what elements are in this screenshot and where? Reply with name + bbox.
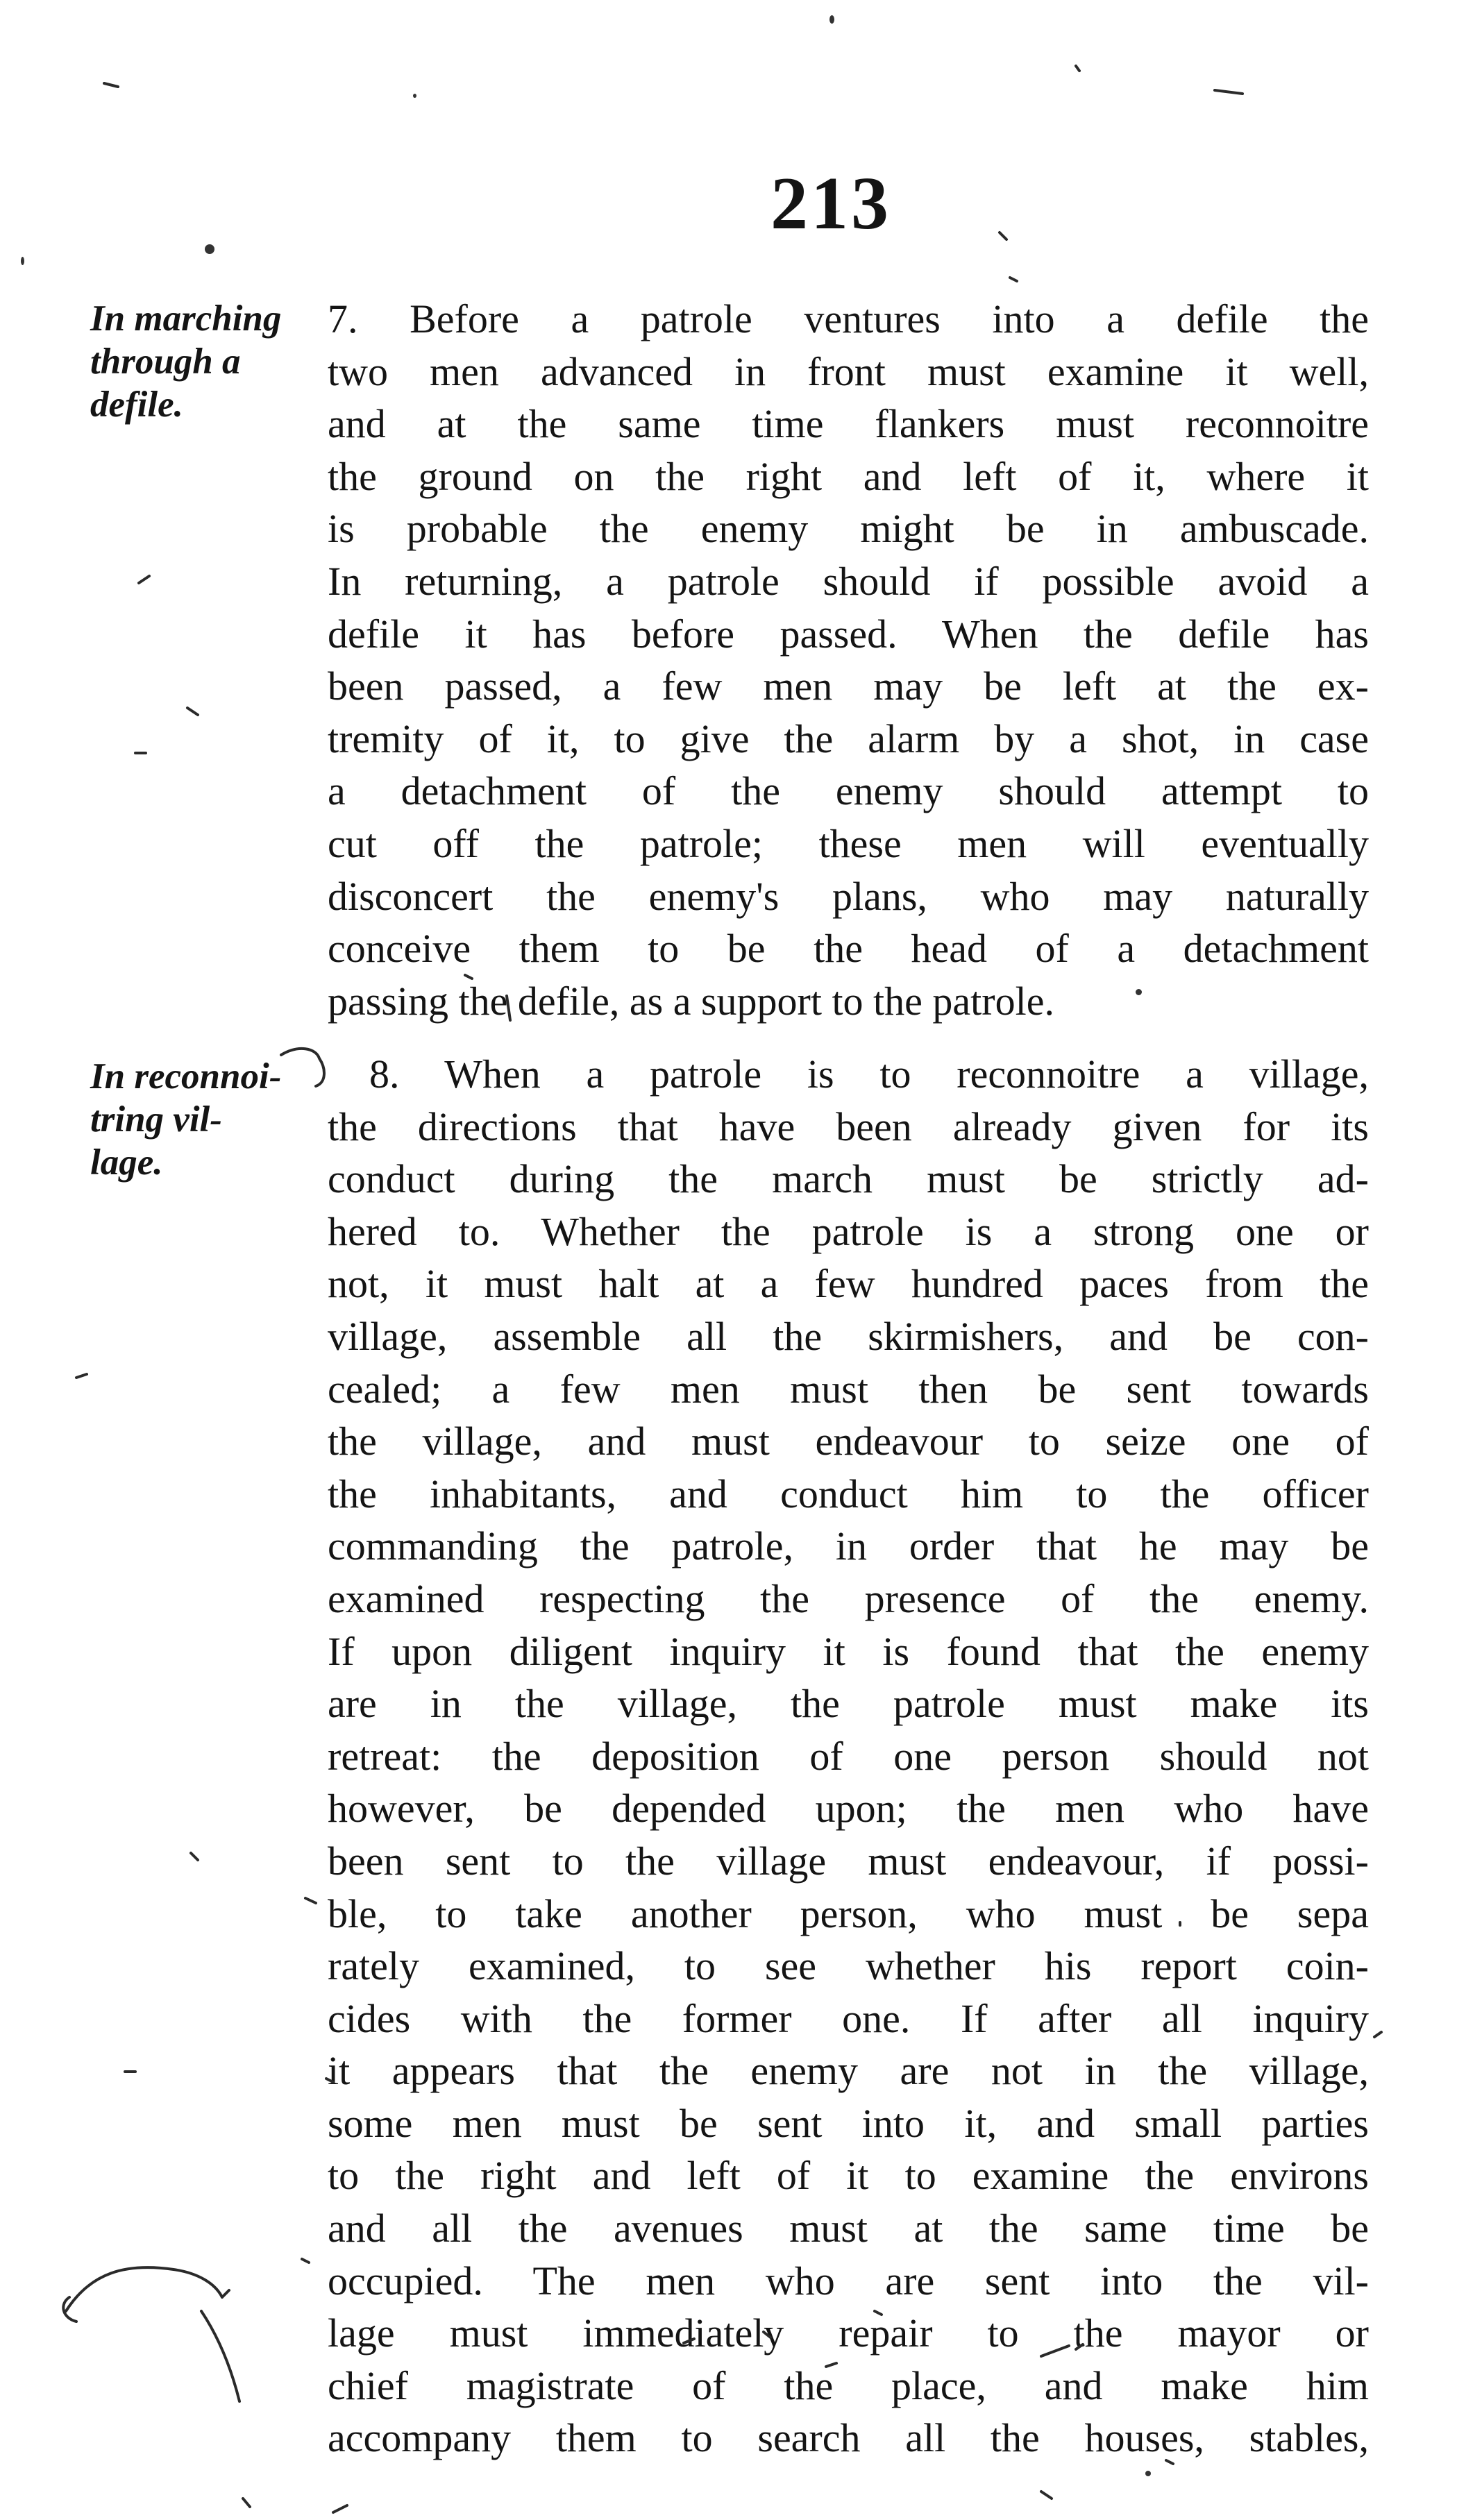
text-line: a detachment of the enemy should attempt to — [328, 768, 1369, 814]
text-line: conduct during the march must be strictly ad- — [328, 1156, 1369, 1202]
text-line: cealed; a few men must then be sent towards — [328, 1366, 1369, 1412]
speck — [1145, 2471, 1151, 2476]
text-line: been passed, a few men may be left at the ex- — [328, 663, 1369, 709]
text-line: disconcert the enemy's plans, who may naturally — [328, 873, 1369, 919]
text-line: is probable the enemy might be in ambuscade. — [328, 506, 1369, 552]
text-line: cides with the former one. If after all inquiry — [328, 1995, 1369, 2041]
sidenote-line: In reconnoi- — [90, 1056, 282, 1097]
text-line: occupied. The men who are sent into the vil- — [328, 2258, 1369, 2303]
text-line: however, be depended upon; the men who have — [328, 1786, 1369, 1832]
text-line: rately examined, to see whether his report coin- — [328, 1943, 1369, 1989]
text-line: the directions that have been already given for its — [328, 1103, 1369, 1149]
text-line: two men advanced in front must examine it well, — [328, 348, 1369, 394]
text-line: defile it has before passed. When the defile has — [328, 611, 1369, 657]
text-line: been sent to the village must endeavour, if possi- — [328, 1838, 1369, 1884]
text-line: to the right and left of it to examine the environs — [328, 2153, 1369, 2199]
sidenote-defile — [90, 297, 319, 426]
text-line: cut off the patrole; these men will eventually — [328, 820, 1369, 866]
text-line: the ground on the right and left of it, where it — [328, 453, 1369, 499]
text-line: examined respecting the presence of the enemy. — [328, 1575, 1369, 1621]
text-line: ble, to take another person, who must be sepa — [328, 1891, 1369, 1936]
text-line: are in the village, the patrole must make its — [328, 1681, 1369, 1727]
text-line: the inhabitants, and conduct him to the officer — [328, 1471, 1369, 1516]
text-line: 7. Before a patrole ventures into a defile the — [328, 296, 1369, 341]
speck — [1136, 989, 1142, 995]
text-line: tremity of it, to give the alarm by a shot, in case — [328, 716, 1369, 761]
text-line: village, assemble all the skirmishers, and be con- — [328, 1313, 1369, 1359]
speck — [413, 94, 416, 98]
paragraph-7 — [328, 293, 1369, 1027]
text-line: lage must immediately repair to the mayor or — [328, 2310, 1369, 2356]
page-number: 213 — [770, 162, 891, 245]
text-line: accompany them to search all the houses, stables, — [328, 2415, 1369, 2461]
text-line: passing the defile, as a support to the patrole. — [328, 978, 1054, 1024]
text-line: not, it must halt at a few hundred paces from the — [328, 1261, 1369, 1307]
sidenote-line: tring vil- — [90, 1099, 222, 1140]
text-line: hered to. Whether the patrole is a strong one or — [328, 1208, 1369, 1254]
text-line: If upon diligent inquiry it is found that the enemy — [328, 1628, 1369, 1674]
sidenote-line: defile. — [90, 384, 183, 425]
paragraph-8 — [328, 1048, 1369, 2464]
sidenote-line: through a — [90, 341, 241, 382]
sidenote-village — [90, 1055, 319, 1184]
text-line: 8. When a patrole is to reconnoitre a village, — [369, 1051, 1369, 1097]
text-line: commanding the patrole, in order that he may be — [328, 1523, 1369, 1569]
sidenote-line: lage. — [90, 1142, 163, 1183]
text-line: the village, and must endeavour to seize one of — [328, 1419, 1369, 1464]
text-line: In returning, a patrole should if possible avoid a — [328, 558, 1369, 604]
text-line: and at the same time flankers must reconnoitre — [328, 401, 1369, 447]
text-line: retreat: the deposition of one person should not — [328, 1733, 1369, 1779]
text-line: and all the avenues must at the same time be — [328, 2206, 1369, 2251]
speck — [205, 244, 214, 254]
speck — [829, 15, 834, 24]
speck — [21, 257, 24, 265]
text-line: some men must be sent into it, and small parties — [328, 2100, 1369, 2146]
text-line: conceive them to be the head of a detachment — [328, 926, 1369, 972]
text-line: it appears that the enemy are not in the village, — [328, 2048, 1369, 2094]
text-line: chief magistrate of the place, and make him — [328, 2362, 1369, 2408]
sidenote-line: In marching — [90, 298, 282, 339]
